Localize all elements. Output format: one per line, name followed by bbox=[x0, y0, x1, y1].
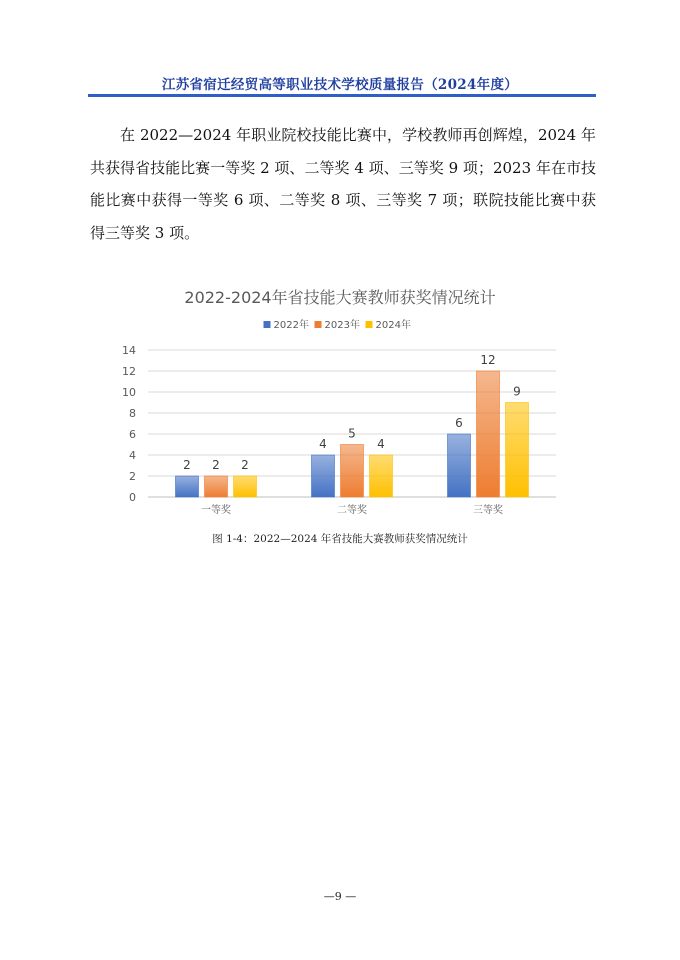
y-tick-label: 4 bbox=[129, 449, 136, 462]
legend-label: 2022年 bbox=[273, 320, 309, 331]
y-tick-label: 8 bbox=[129, 407, 136, 420]
figure-caption: 图 1-4：2022—2024 年省技能大赛教师获奖情况统计 bbox=[212, 533, 468, 545]
y-axis bbox=[122, 344, 136, 504]
x-tick-label: 三等奖 bbox=[473, 505, 503, 516]
chart-title: 2022-2024年省技能大赛教师获奖情况统计 bbox=[184, 288, 496, 307]
data-label: 2 bbox=[183, 458, 191, 472]
y-tick-label: 14 bbox=[122, 344, 136, 357]
award-bar-chart bbox=[100, 280, 580, 530]
x-tick-label: 一等奖 bbox=[201, 505, 231, 516]
y-tick-label: 12 bbox=[122, 365, 136, 378]
y-tick-label: 6 bbox=[129, 428, 136, 441]
data-label: 2 bbox=[241, 458, 249, 472]
y-tick-label: 2 bbox=[129, 470, 136, 483]
data-label: 2 bbox=[212, 458, 220, 472]
bar bbox=[312, 455, 335, 497]
legend-swatch bbox=[366, 321, 373, 328]
body-paragraph: 在 2022—2024 年职业院校技能比赛中，学校教师再创辉煌，2024 年共获得省技能比赛一等奖 2 项、二等奖 4 项、三等奖 9 项；2023 年在市技能比赛中获得一等奖 6 项、二等奖 8 项、三等奖 7 项；联院技能比赛中获得三等奖 3 项。 bbox=[90, 126, 596, 242]
bar bbox=[506, 403, 529, 498]
bar bbox=[234, 476, 257, 497]
data-label: 5 bbox=[348, 426, 356, 441]
x-tick-label: 二等奖 bbox=[337, 505, 367, 516]
header-divider bbox=[88, 94, 596, 97]
bar bbox=[448, 434, 471, 497]
data-label: 6 bbox=[455, 416, 463, 430]
legend-swatch bbox=[264, 321, 271, 328]
y-tick-label: 10 bbox=[122, 386, 136, 399]
page-number: —9 — bbox=[323, 890, 357, 903]
data-label: 4 bbox=[377, 437, 385, 451]
x-axis bbox=[201, 503, 503, 516]
data-label: 12 bbox=[480, 353, 496, 367]
legend-label: 2023年 bbox=[324, 320, 360, 331]
bar bbox=[341, 445, 364, 498]
legend-swatch bbox=[315, 321, 322, 328]
report-header-title: 江苏省宿迁经贸高等职业技术学校质量报告（2024年度） bbox=[161, 77, 519, 93]
bar bbox=[176, 476, 199, 497]
legend-label: 2024年 bbox=[375, 320, 411, 331]
data-label: 4 bbox=[319, 437, 327, 451]
bar bbox=[370, 455, 393, 497]
data-label: 9 bbox=[513, 384, 521, 399]
bar bbox=[477, 371, 500, 497]
body-text bbox=[90, 119, 596, 249]
chart-legend bbox=[264, 318, 411, 331]
y-tick-label: 0 bbox=[129, 491, 136, 504]
bar bbox=[205, 476, 228, 497]
